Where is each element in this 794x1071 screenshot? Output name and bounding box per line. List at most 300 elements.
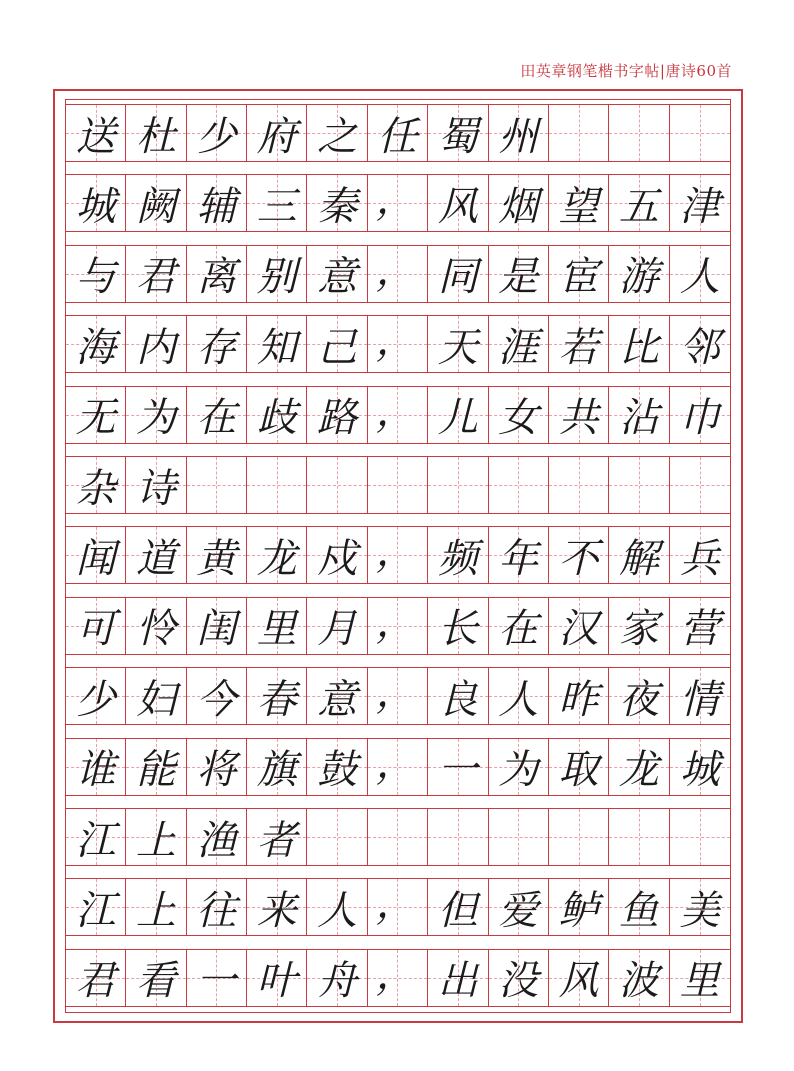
grid-cell [126, 386, 186, 444]
grid-cell [187, 949, 247, 1007]
character-glyph: 江 [75, 887, 116, 934]
character-glyph: 州 [498, 113, 539, 160]
grid-cell [368, 597, 428, 655]
grid-cell [549, 949, 609, 1007]
character-glyph: 道 [136, 535, 177, 582]
grid-cell [66, 174, 126, 232]
grid-cell [609, 597, 669, 655]
grid-cell [126, 315, 186, 373]
grid-cell [66, 526, 126, 584]
character-glyph: 里 [679, 958, 720, 1005]
character-glyph: 龙 [256, 535, 297, 582]
grid-row [66, 456, 730, 514]
grid-cell [489, 949, 549, 1007]
character-glyph: 城 [75, 183, 116, 230]
grid-row [66, 808, 730, 866]
grid-cell [126, 174, 186, 232]
empty-glyph [489, 457, 548, 513]
grid-cell [247, 808, 307, 866]
grid-cell [428, 949, 488, 1007]
grid-cell [307, 738, 367, 796]
grid-cell [368, 315, 428, 373]
grid-cell [187, 315, 247, 373]
empty-glyph [609, 105, 668, 161]
grid-cell [307, 597, 367, 655]
character-glyph: 没 [498, 958, 539, 1005]
grid-cell [670, 456, 730, 514]
grid-row [66, 526, 730, 584]
character-glyph: 情 [679, 676, 720, 723]
empty-glyph [187, 457, 246, 513]
character-glyph: 风 [437, 183, 478, 230]
character-glyph: 存 [196, 324, 237, 371]
grid-cell [247, 949, 307, 1007]
character-glyph: 汉 [558, 606, 599, 653]
grid-cell [126, 597, 186, 655]
character-glyph: 看 [136, 958, 177, 1005]
grid-cell [66, 597, 126, 655]
character-glyph: 无 [75, 395, 116, 442]
character-glyph: 良 [437, 676, 478, 723]
character-glyph: 风 [558, 958, 599, 1005]
grid-cell [126, 949, 186, 1007]
grid-cell [187, 597, 247, 655]
grid-cell [549, 667, 609, 725]
grid-cell [307, 245, 367, 303]
character-glyph: 取 [558, 747, 599, 794]
grid-cell [66, 245, 126, 303]
character-glyph: 者 [256, 817, 297, 864]
character-glyph: 黄 [196, 535, 237, 582]
grid-cell [609, 526, 669, 584]
grid-cell [609, 808, 669, 866]
character-glyph: 妇 [136, 676, 177, 723]
character-glyph: 别 [256, 254, 297, 301]
grid-cell [670, 315, 730, 373]
grid-cell [187, 738, 247, 796]
character-glyph: 闻 [75, 535, 116, 582]
character-glyph: 鼓 [317, 747, 358, 794]
grid-cell [187, 386, 247, 444]
grid-cell [126, 738, 186, 796]
character-glyph: 昨 [558, 676, 599, 723]
character-glyph: 宦 [558, 254, 599, 301]
grid-cell [368, 104, 428, 162]
grid-cell [307, 174, 367, 232]
character-glyph: 阙 [136, 183, 177, 230]
character-glyph: 美 [679, 887, 720, 934]
character-glyph: 三 [256, 183, 297, 230]
grid-cell [670, 738, 730, 796]
grid-cell [489, 597, 549, 655]
grid-cell [66, 386, 126, 444]
character-glyph: 兵 [679, 535, 720, 582]
character-glyph: 出 [437, 958, 478, 1005]
grid-cell [368, 808, 428, 866]
grid-cell [549, 245, 609, 303]
grid-cell [187, 808, 247, 866]
character-glyph: ， [375, 529, 416, 576]
character-glyph: 少 [75, 676, 116, 723]
grid-cell [670, 808, 730, 866]
character-glyph: 蜀 [437, 113, 478, 160]
grid-cell [670, 878, 730, 936]
character-glyph: 闺 [196, 606, 237, 653]
character-glyph: 己 [317, 324, 358, 371]
grid-cell [670, 526, 730, 584]
grid-cell [66, 878, 126, 936]
grid-cell [428, 315, 488, 373]
grid-cell [489, 104, 549, 162]
character-glyph: 渔 [196, 817, 237, 864]
character-glyph: 营 [679, 606, 720, 653]
grid-cell [609, 878, 669, 936]
grid-cell [428, 174, 488, 232]
empty-glyph [428, 457, 487, 513]
empty-glyph [549, 809, 608, 865]
character-glyph: 解 [618, 535, 659, 582]
character-glyph: 女 [498, 395, 539, 442]
grid-cell [307, 808, 367, 866]
character-glyph: 一 [196, 958, 237, 1005]
character-glyph: 与 [75, 254, 116, 301]
grid-cell [489, 738, 549, 796]
grid-cell [247, 315, 307, 373]
character-glyph: 频 [437, 535, 478, 582]
grid-cell [126, 808, 186, 866]
character-glyph: 波 [618, 958, 659, 1005]
grid-cell [187, 104, 247, 162]
character-glyph: 杜 [136, 113, 177, 160]
grid-cell [609, 315, 669, 373]
character-glyph: 在 [196, 395, 237, 442]
character-glyph: 往 [196, 887, 237, 934]
character-glyph: 舟 [317, 958, 358, 1005]
empty-glyph [307, 809, 366, 865]
grid-row [66, 949, 730, 1007]
grid-cell [126, 104, 186, 162]
character-glyph: 五 [618, 183, 659, 230]
character-glyph: 邻 [679, 324, 720, 371]
character-glyph: 爱 [498, 887, 539, 934]
grid-cell [670, 597, 730, 655]
grid-cell [307, 104, 367, 162]
character-glyph: 路 [317, 395, 358, 442]
grid-cell [549, 808, 609, 866]
grid-cell [368, 245, 428, 303]
grid-cell [489, 174, 549, 232]
grid-cell [126, 456, 186, 514]
grid-cell [428, 104, 488, 162]
grid-cell [428, 526, 488, 584]
character-glyph: 人 [498, 676, 539, 723]
character-glyph: 诗 [136, 465, 177, 512]
character-glyph: 杂 [75, 465, 116, 512]
grid-cell [66, 667, 126, 725]
character-glyph: 送 [75, 113, 116, 160]
grid-cell [609, 104, 669, 162]
character-glyph: 意 [317, 254, 358, 301]
character-glyph: ， [375, 388, 416, 435]
grid-cell [368, 949, 428, 1007]
grid-row [66, 104, 730, 162]
grid-cell [428, 738, 488, 796]
grid-cell [609, 949, 669, 1007]
grid-cell [126, 667, 186, 725]
character-glyph: 同 [437, 254, 478, 301]
grid-cell [428, 456, 488, 514]
character-glyph: 歧 [256, 395, 297, 442]
practice-sheet [53, 89, 743, 1023]
grid-cell [247, 526, 307, 584]
grid-cell [670, 949, 730, 1007]
grid-row [66, 245, 730, 303]
grid-cell [187, 667, 247, 725]
grid-row [66, 174, 730, 232]
grid-cell [307, 315, 367, 373]
character-glyph: 海 [75, 324, 116, 371]
character-glyph: 长 [437, 606, 478, 653]
empty-glyph [670, 105, 730, 161]
empty-glyph [609, 809, 668, 865]
grid-cell [549, 456, 609, 514]
empty-glyph [368, 457, 427, 513]
character-glyph: 辅 [196, 183, 237, 230]
character-glyph: 家 [618, 606, 659, 653]
character-glyph: 鲈 [558, 887, 599, 934]
grid-row [66, 667, 730, 725]
grid-cell [549, 174, 609, 232]
character-glyph: 在 [498, 606, 539, 653]
empty-glyph [368, 809, 427, 865]
character-glyph: 府 [256, 113, 297, 160]
character-glyph: 共 [558, 395, 599, 442]
grid-cell [126, 526, 186, 584]
grid-cell [307, 526, 367, 584]
character-glyph: 谁 [75, 747, 116, 794]
grid-cell [428, 245, 488, 303]
tianzige-grid [65, 99, 731, 1013]
character-glyph: ， [375, 740, 416, 787]
grid-cell [247, 456, 307, 514]
character-glyph: 一 [437, 747, 478, 794]
empty-glyph [307, 457, 366, 513]
copybook-header: 田英章钢笔楷书字帖|唐诗60首 [520, 62, 732, 80]
character-glyph: 但 [437, 887, 478, 934]
empty-glyph [609, 457, 668, 513]
character-glyph: 上 [136, 817, 177, 864]
character-glyph: 知 [256, 324, 297, 371]
grid-row [66, 738, 730, 796]
grid-cell [66, 315, 126, 373]
character-glyph: 年 [498, 535, 539, 582]
grid-cell [609, 738, 669, 796]
grid-cell [489, 245, 549, 303]
grid-cell [368, 526, 428, 584]
character-glyph: ， [375, 881, 416, 928]
character-glyph: 人 [317, 887, 358, 934]
grid-cell [609, 667, 669, 725]
character-glyph: 人 [679, 254, 720, 301]
grid-cell [66, 808, 126, 866]
grid-cell [187, 245, 247, 303]
character-glyph: 叶 [256, 958, 297, 1005]
character-glyph: ， [375, 670, 416, 717]
grid-cell [670, 245, 730, 303]
character-glyph: 离 [196, 254, 237, 301]
character-glyph: 儿 [437, 395, 478, 442]
character-glyph: 任 [377, 113, 418, 160]
character-glyph: 君 [136, 254, 177, 301]
grid-cell [428, 878, 488, 936]
character-glyph: 津 [679, 183, 720, 230]
character-glyph: 少 [196, 113, 237, 160]
grid-cell [428, 597, 488, 655]
character-glyph: 春 [256, 676, 297, 723]
grid-cell [670, 174, 730, 232]
grid-cell [368, 456, 428, 514]
grid-cell [247, 597, 307, 655]
grid-cell [670, 386, 730, 444]
character-glyph: 君 [75, 958, 116, 1005]
character-glyph: 夜 [618, 676, 659, 723]
grid-cell [489, 526, 549, 584]
empty-glyph [489, 809, 548, 865]
character-glyph: 为 [136, 395, 177, 442]
character-glyph: 比 [618, 324, 659, 371]
character-glyph: 是 [498, 254, 539, 301]
grid-cell [187, 526, 247, 584]
grid-cell [187, 878, 247, 936]
empty-glyph [670, 809, 730, 865]
character-glyph: 能 [136, 747, 177, 794]
grid-cell [247, 738, 307, 796]
grid-cell [549, 738, 609, 796]
grid-cell [489, 808, 549, 866]
grid-cell [247, 104, 307, 162]
character-glyph: 天 [437, 324, 478, 371]
character-glyph: 游 [618, 254, 659, 301]
character-glyph: 若 [558, 324, 599, 371]
grid-cell [247, 386, 307, 444]
grid-cell [670, 667, 730, 725]
character-glyph: 怜 [136, 606, 177, 653]
empty-glyph [247, 457, 306, 513]
grid-cell [670, 104, 730, 162]
grid-cell [549, 315, 609, 373]
character-glyph: 涯 [498, 324, 539, 371]
grid-cell [307, 949, 367, 1007]
character-glyph: 不 [558, 535, 599, 582]
character-glyph: 为 [498, 747, 539, 794]
character-glyph: 巾 [679, 395, 720, 442]
grid-cell [549, 526, 609, 584]
grid-cell [489, 667, 549, 725]
grid-cell [307, 386, 367, 444]
grid-cell [247, 878, 307, 936]
grid-cell [247, 245, 307, 303]
character-glyph: 旗 [256, 747, 297, 794]
grid-cell [66, 104, 126, 162]
character-glyph: 来 [256, 887, 297, 934]
grid-row [66, 878, 730, 936]
grid-cell [549, 878, 609, 936]
grid-cell [307, 878, 367, 936]
character-glyph: 里 [256, 606, 297, 653]
grid-cell [489, 315, 549, 373]
grid-cell [368, 667, 428, 725]
grid-cell [187, 174, 247, 232]
grid-cell [609, 245, 669, 303]
grid-row [66, 386, 730, 444]
grid-cell [609, 456, 669, 514]
character-glyph: 之 [317, 113, 358, 160]
grid-cell [368, 738, 428, 796]
empty-glyph [428, 809, 487, 865]
character-glyph: 沾 [618, 395, 659, 442]
grid-row [66, 315, 730, 373]
grid-cell [66, 949, 126, 1007]
character-glyph: 城 [679, 747, 720, 794]
character-glyph: ， [375, 247, 416, 294]
grid-cell [368, 878, 428, 936]
character-glyph: 龙 [618, 747, 659, 794]
grid-cell [489, 878, 549, 936]
character-glyph: 上 [136, 887, 177, 934]
empty-glyph [670, 457, 730, 513]
character-glyph: 月 [317, 606, 358, 653]
character-glyph: 内 [136, 324, 177, 371]
character-glyph: 望 [558, 183, 599, 230]
grid-cell [489, 456, 549, 514]
character-glyph: ， [375, 177, 416, 224]
grid-cell [247, 174, 307, 232]
grid-cell [126, 878, 186, 936]
grid-cell [66, 738, 126, 796]
character-glyph: 可 [75, 606, 116, 653]
grid-cell [307, 667, 367, 725]
character-glyph: 将 [196, 747, 237, 794]
character-glyph: 江 [75, 817, 116, 864]
grid-cell [549, 597, 609, 655]
character-glyph: 今 [196, 676, 237, 723]
grid-cell [368, 174, 428, 232]
grid-cell [428, 386, 488, 444]
grid-cell [609, 386, 669, 444]
grid-cell [428, 808, 488, 866]
grid-row [66, 597, 730, 655]
empty-glyph [549, 105, 608, 161]
character-glyph: 戍 [317, 535, 358, 582]
character-glyph: 鱼 [618, 887, 659, 934]
character-glyph: ， [375, 318, 416, 365]
grid-cell [66, 456, 126, 514]
character-glyph: 意 [317, 676, 358, 723]
grid-cell [428, 667, 488, 725]
character-glyph: ， [375, 599, 416, 646]
grid-cell [126, 245, 186, 303]
grid-cell [247, 667, 307, 725]
grid-cell [609, 174, 669, 232]
grid-cell [549, 104, 609, 162]
grid-cell [187, 456, 247, 514]
character-glyph: 烟 [498, 183, 539, 230]
empty-glyph [549, 457, 608, 513]
grid-cell [549, 386, 609, 444]
grid-cell [307, 456, 367, 514]
character-glyph: 秦 [317, 183, 358, 230]
grid-cell [368, 386, 428, 444]
